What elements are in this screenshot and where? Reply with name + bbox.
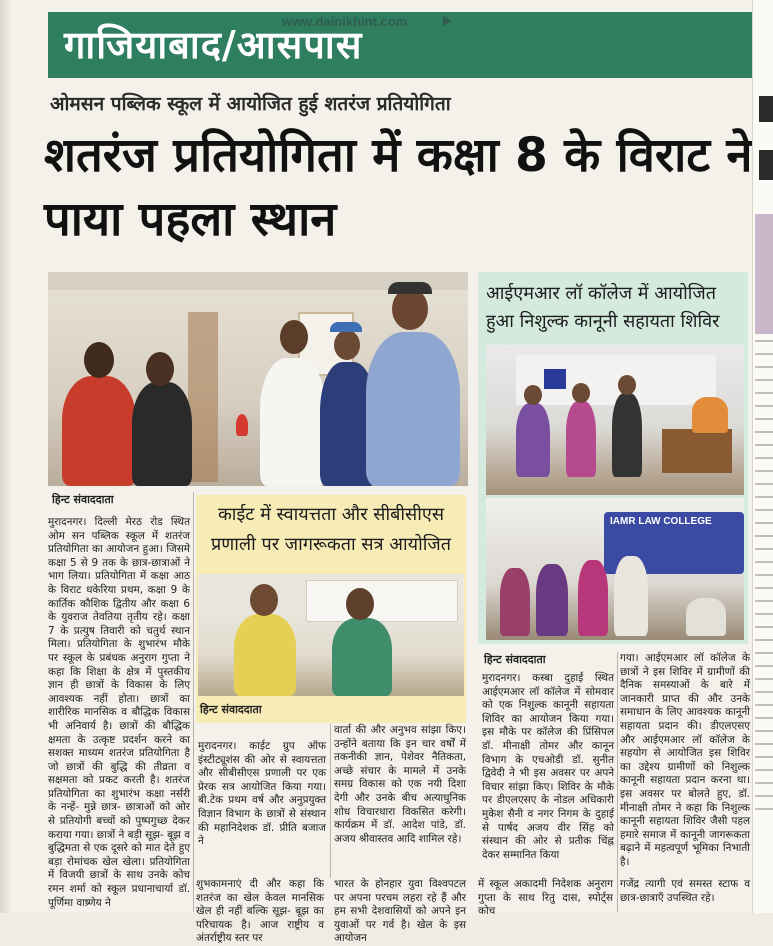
main-story-column-4: में स्कूल अकादमी निदेशक अनुराग गुप्ता के साथ रितु दास, स्पोर्ट्स कोच xyxy=(478,878,613,918)
main-story-column-3: भारत के होनहार युवा विश्वपटल पर अपना परचम लहरा रहे हैं और हम सभी देशवासियों को अपने इन युवाओं पर गर्व है। खेल के इस आयोजन xyxy=(334,878,466,945)
kite-story-headline: काईट में स्वायत्तता और सीबीसीएस प्रणाली पर जागरूकता सत्र आयोजित xyxy=(210,504,452,555)
kite-story-column-2: वार्ता की और अनुभव सांझा किए। उन्होंने बताया कि इन चार वर्षों में तकनीकी ज्ञान, पेशेवर नैतिकता, अच्छे संचार के मामले में उनके समग्र विकास को एक नयी दिशा देगी और उनके बीच अत्याधुनिक शोध विचारधारा विकसित करेगी। कार्यक्रम में डॉ. आदेश पांडे, डॉ. अजय श्रीवास्तव आदि शामिल रहे। xyxy=(334,724,466,845)
main-story-column-2: शुभकामनाएं दी और कहा कि शतरंज का खेल केवल मानसिक खेल ही नहीं बल्कि सूझ- बूझ का परिचायक है। आज राष्ट्रीय व अंतर्राष्ट्रीय स्तर पर xyxy=(196,878,324,945)
site-url[interactable]: www.dainikhint.com xyxy=(282,14,408,29)
kite-story-credit: हिन्ट संवाददाता xyxy=(200,703,262,716)
law-story-column-3: गजेंद्र त्यागी एवं समस्त स्टाफ व छात्र-छात्राएँ उपस्थित रहे। xyxy=(620,878,750,904)
main-story-kicker: ओमसन पब्लिक स्कूल में आयोजित हुई शतरंज प्रतियोगिता xyxy=(50,93,451,115)
page-left-edge xyxy=(0,0,12,913)
law-story-column-1: मुरादनगर। कस्बा दुहाई स्थित आईएमआर लॉ कॉलेज में सोमवार को एक निशुल्क कानूनी सहायता शिविर का आयोजन किया गया। इस मौके पर कॉलेज की प्रिंसिपल डॉ. मीनाक्षी तोमर और कानून विभाग के एचओडी डॉ. सुनीत द्विवेदी ने भी इस अवसर पर अपने विचार सांझा किए। शिविर के मौके पर डीएलएसए के नोडल अधिकारी मुकेश सैनी व नगर निगम के दुहाई से पार्षद अजय वीर सिंह को संस्थान की ओर से प्रतीक चिंह्न देकर सम्मानित किया xyxy=(482,672,614,861)
law-college-award-photo xyxy=(486,498,744,640)
law-college-banner-text: IAMR LAW COLLEGE xyxy=(610,516,712,527)
chess-award-photo xyxy=(48,272,468,486)
column-divider xyxy=(193,492,194,912)
law-story-headline: आईएमआर लॉ कॉलेज में आयोजित हुआ निशुल्क कानूनी सहायता शिविर xyxy=(486,283,720,332)
section-title: गाजियाबाद/आसपास xyxy=(64,23,363,67)
main-story-headline: शतरंज प्रतियोगिता में कक्षा 8 के विराट ने पाया पहला स्थान xyxy=(44,128,753,247)
main-story-credit: हिन्ट संवाददाता xyxy=(52,493,114,506)
kite-session-photo xyxy=(198,574,464,696)
adjacent-page-strip xyxy=(752,0,773,913)
kite-story-column-1: मुरादनगर। काईट ग्रुप ऑफ इंस्टीट्यूशंस की ओर से स्वायत्तता और सीबीसीएस प्रणाली पर एक प्रेरक सत्र आयोजित किया गया। बी.टेक प्रथम वर्ष और अनुप्रयुक्त विज्ञान विभाग के छात्रों से संस्थान की महानिदेशक डॉ. प्रीति बजाज ने xyxy=(198,740,326,848)
column-divider xyxy=(617,652,618,912)
column-divider xyxy=(330,724,331,878)
law-story-credit: हिन्ट संवाददाता xyxy=(484,653,546,666)
law-college-hall-photo xyxy=(486,345,744,495)
law-story-column-2: गया। आईएमआर लॉ कॉलेज के छात्रों ने इस शिविर में ग्रामीणों की दैनिक समस्याओं के बारे में जानकारी प्राप्त की और उनके समाधान के लिए आवश्यक कानूनी सहायता प्रदान की। डीएलएसए और आईएमआर लॉ कॉलेज के सहयोग से आयोजित इस शिविर का उद्देश्य ग्रामीणों को निशुल्क कानूनी सहायता प्रदान करना था। इस अवसर पर बोलते हुए, डॉ. मीनाक्षी तोमर ने कहा कि निशुल्क कानूनी सहायता शिविर जैसी पहल हमारे समाज में कानूनी जागरूकता बढ़ाने में महत्वपूर्ण भूमिका निभाती है। xyxy=(620,652,750,868)
main-story-column-1: मुरादनगर। दिल्ली मेरठ रोड स्थित ओम सन पब्लिक स्कूल में शतरंज प्रतियोगिता का आयोजन हुआ। जिसमे कक्षा 5 से 9 तक के छात्र-छात्राओं ने भाग लिया। प्रतियोगिता में कक्षा आठ के विराट धकेरिया प्रथम, कक्षा 9 के कार्तिक कौशिक द्वितीय और कक्षा 6 के युवराज तेवतिया तृतीय रहे। कक्षा 7 के प्रत्युष तिवारी को चतुर्थ स्थान मिला। प्रतियोगिता के शुभारंभ मौके पर स्कूल के प्रबंधक अनुराग गुप्ता ने कहा कि शिक्षा के क्षेत्र में पुस्तकीय ज्ञान ही छात्रों के विकास के लिए आवश्यक नहीं होता। छात्रों का शारीरिक मानसिक व बौद्धिक विकास भी अनिवार्य है। छात्रों की बौद्धिक क्षमता के उत्कृष्ट प्रदर्शन करने का सशक्त माध्यम शतरंज प्रतियोगिता है जो छात्रों की बुद्धि की तीव्रता व सक्षमता को प्रकट करती है। शतरंज प्रतियोगिता का शुभारंभ कक्षा नर्सरी के नन्हें- मुन्ने छात्र- छात्राओं को ओर से प्रतियोगी बच्चों को पुष्पगुच्छ देकर कराया गया। छात्रों ने बड़ी सूझ- बूझ व बुद्धिमता से एक दूसरे को मात देते हुए बड़ा रोमांचक खेल खेला। प्रतियोगिता में विजयी छात्रों के साथ उनके कोच रमन शर्मा को स्कूल प्रधानाचार्या डॉ. पूर्णिमा वाष्र्णेय ने xyxy=(48,516,190,909)
